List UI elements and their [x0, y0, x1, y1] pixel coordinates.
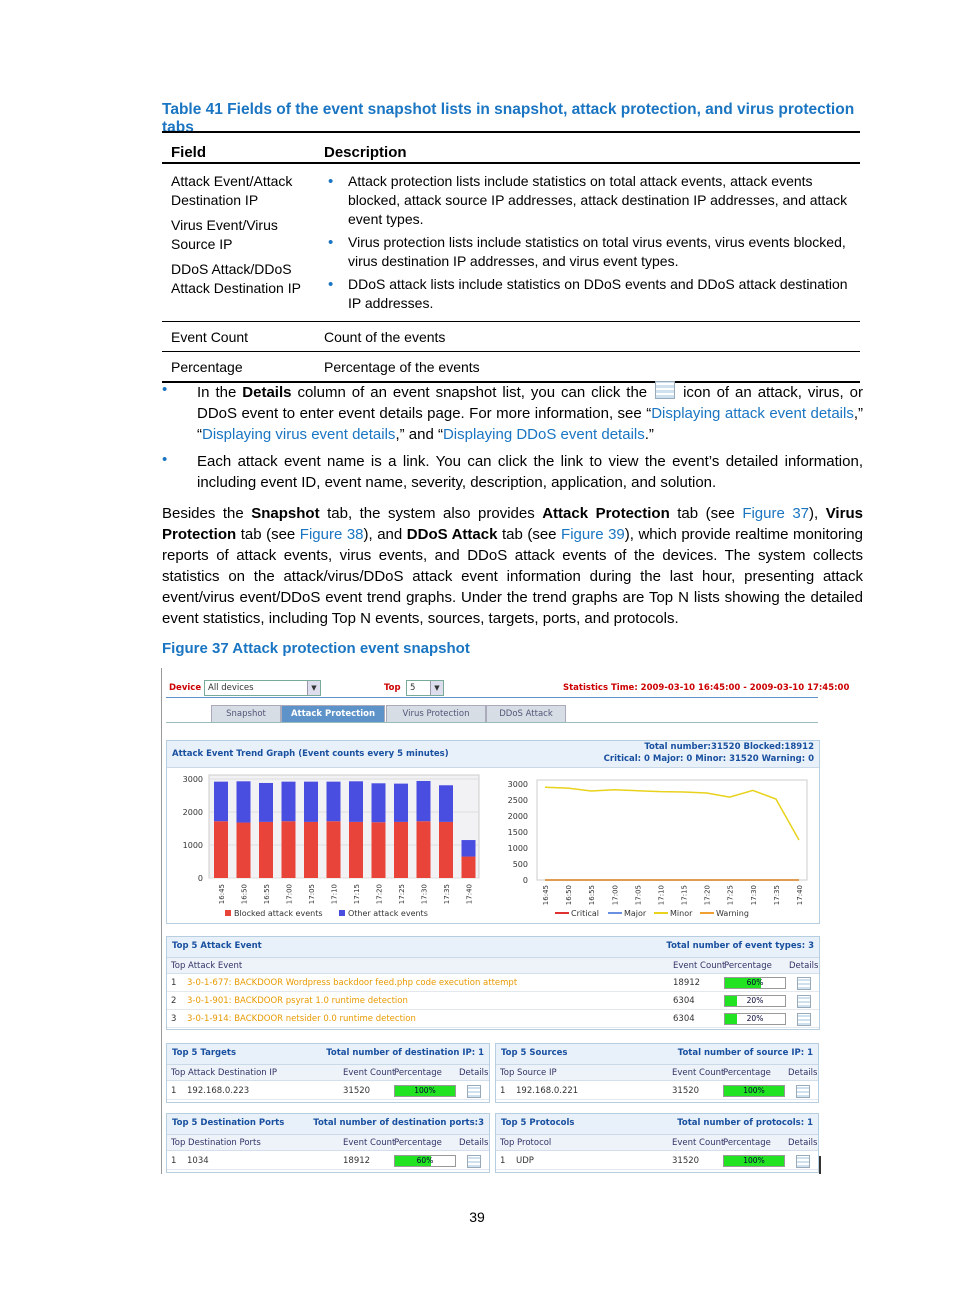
bullet1-details-bold: Details	[242, 384, 292, 401]
percentage-bar	[394, 1155, 456, 1167]
legend-label-major: Major	[624, 909, 647, 918]
details-grid-icon[interactable]	[467, 1085, 481, 1098]
col-details: Details	[788, 1138, 818, 1148]
field-event-count: Event Count	[162, 322, 315, 352]
percentage-text: 20%	[746, 1014, 764, 1023]
frame-left-border	[161, 668, 162, 1174]
bar-other	[372, 783, 386, 822]
bar-other	[349, 781, 363, 822]
col-percentage: Percentage	[394, 1138, 442, 1148]
legend-other: Other attack events	[348, 909, 428, 918]
line-y-tick-label: 1000	[507, 844, 528, 853]
para-ddos-attack-bold: DDoS Attack	[406, 526, 498, 543]
row-name: 1034	[187, 1156, 209, 1166]
bullet-details	[197, 381, 863, 445]
percentage-bar	[394, 1085, 456, 1097]
trend-panel-header	[167, 741, 819, 768]
bullet-event-link: Each attack event name is a link. You can click the link to view the event’s detailed information, including event ID, event name, severity, description, application, and solution.	[197, 453, 863, 491]
panel-subheader	[167, 1065, 489, 1081]
bar-y-tick-label: 2000	[182, 808, 203, 817]
panel-header	[496, 1044, 818, 1065]
bullet-dot-icon: •	[162, 381, 168, 398]
desc-bullet-attack: • Attack protection lists include statistics on total attack events, attack events blocked, attack source IP addresses, attack destination IP addresses, and attack event types.	[324, 172, 851, 229]
bar-x-tick-label: 17:20	[375, 884, 384, 905]
tab-ddos-attack[interactable]: DDoS Attack	[486, 705, 566, 723]
col-details: Details	[788, 1068, 818, 1078]
row-event-count: 31520	[672, 1156, 700, 1166]
panel-header	[167, 1044, 489, 1065]
body-paragraph	[162, 503, 863, 629]
attack-event-link[interactable]: 3-0-1-914: BACKDOOR netsider 0.0 runtime detection	[187, 1014, 416, 1024]
col-name: Top Attack Destination IP	[171, 1068, 277, 1078]
bar-other	[439, 785, 453, 822]
line-y-tick-label: 3000	[507, 780, 528, 789]
statistics-time: Statistics Time: 2009-03-10 16:45:00 - 2009-03-10 17:45:00	[563, 683, 850, 693]
row-event-count: 31520	[343, 1086, 371, 1096]
tab-underline	[166, 722, 818, 723]
device-select[interactable]	[204, 680, 321, 696]
bar-blocked	[462, 857, 476, 878]
table-row	[496, 1082, 818, 1100]
bar-chart	[183, 775, 479, 904]
top-n-select-value: 5	[410, 683, 416, 693]
bullet1-text-c: column of an event snapshot list, you can click the	[291, 384, 648, 401]
cursor-mark	[819, 1156, 821, 1174]
bar-x-tick-label: 16:50	[240, 884, 249, 905]
details-grid-icon[interactable]	[796, 1085, 810, 1098]
bar-x-tick-label: 17:15	[353, 884, 361, 905]
table-row	[167, 1152, 489, 1170]
bar-x-tick-label: 16:45	[218, 884, 226, 905]
col-name: Top Protocol	[500, 1138, 552, 1148]
bar-x-tick-label: 17:00	[285, 884, 294, 905]
col-event-count: Event Count	[672, 1068, 725, 1078]
percentage-bar	[724, 977, 786, 989]
desc-bullet-ddos: • DDoS attack lists include statistics on DDoS events and DDoS attack destination IP addresses.	[324, 275, 851, 313]
link-attack-event-details[interactable]: Displaying attack event details	[651, 405, 854, 422]
field-virus: Virus Event/Virus Source IP	[171, 217, 278, 252]
link-figure-39[interactable]: Figure 39	[561, 526, 625, 543]
col-details: Details	[459, 1138, 489, 1148]
bar-blocked	[349, 822, 363, 878]
percentage-bar	[724, 995, 786, 1007]
col-details: Details	[789, 961, 819, 971]
top-destination-ports-panel	[166, 1113, 490, 1173]
para-text-e: tab (see	[669, 505, 743, 522]
row-event-count: 18912	[673, 978, 701, 988]
line-x-tick-label: 16:50	[565, 885, 574, 906]
para-attack-protection-bold: Attack Protection	[542, 505, 670, 522]
link-ddos-event-details[interactable]: Displaying DDoS event details	[442, 426, 645, 443]
trend-totals-line1: Total number:31520 Blocked:18912	[644, 742, 814, 752]
bar-blocked	[259, 822, 273, 878]
top-event-total: Total number of event types: 3	[666, 941, 814, 951]
bar-x-tick-label: 17:05	[308, 884, 316, 905]
line-y-tick-label: 1500	[507, 828, 528, 837]
top-event-header	[167, 937, 819, 958]
bar-blocked	[394, 822, 408, 878]
line-x-tick-label: 17:10	[657, 885, 666, 906]
desc-bullet-virus: • Virus protection lists include statistics on total virus events, virus events blocked, virus destination IP addresses, and virus event types.	[324, 233, 851, 271]
bar-y-tick-label: 0	[197, 874, 203, 883]
row-rank: 2	[171, 996, 177, 1006]
panel-header	[167, 1114, 489, 1135]
tab-snapshot[interactable]: Snapshot	[211, 705, 281, 723]
table-row	[496, 1152, 818, 1170]
desc-event-count: Count of the events	[315, 322, 860, 352]
chevron-down-icon: ▼	[307, 681, 320, 695]
panel-title: Top 5 Sources	[501, 1048, 568, 1058]
legend-label-minor: Minor	[670, 909, 693, 918]
line-x-tick-label: 17:05	[634, 885, 643, 906]
top-sources-panel	[495, 1043, 819, 1103]
link-figure-38[interactable]: Figure 38	[299, 526, 364, 543]
panel-header	[496, 1114, 818, 1135]
bar-blocked	[372, 822, 386, 878]
row-event-count: 6304	[673, 996, 695, 1006]
description-bullets	[324, 172, 851, 313]
percentage-text: 100%	[743, 1156, 765, 1165]
details-grid-icon[interactable]	[797, 995, 811, 1008]
bar-x-tick-label: 17:35	[443, 884, 451, 905]
line-x-tick-label: 17:15	[680, 885, 689, 906]
table-row	[167, 1010, 819, 1028]
legend-blocked: Blocked attack events	[234, 909, 323, 918]
percentage-bar	[723, 1085, 785, 1097]
line-x-tick-label: 16:55	[588, 885, 597, 906]
trend-title: Attack Event Trend Graph (Event counts every 5 minutes)	[172, 749, 449, 759]
bar-other	[327, 782, 341, 822]
page-number: 39	[469, 1209, 485, 1225]
bullet1-text-f: ,” and “	[395, 426, 443, 443]
line-x-tick-label: 17:25	[726, 885, 735, 906]
line-x-tick-label: 17:00	[611, 885, 620, 906]
table-row	[167, 974, 819, 992]
line-chart	[508, 780, 807, 905]
bar-blocked	[417, 821, 431, 878]
tab-attack-protection[interactable]: Attack Protection	[281, 705, 385, 723]
panel-subheader	[496, 1135, 818, 1151]
legend-label-warning: Warning	[716, 909, 749, 918]
line-x-tick-label: 17:40	[796, 885, 804, 906]
details-grid-icon[interactable]	[797, 1013, 811, 1026]
line-x-tick-label: 16:45	[542, 885, 550, 906]
line-y-tick-label: 0	[522, 876, 528, 885]
para-virus-protection-bold: Virus Protection	[162, 505, 863, 543]
bar-y-tick-label: 3000	[182, 775, 203, 784]
col-event-count: Event Count	[672, 1138, 725, 1148]
line-x-tick-label: 17:35	[772, 885, 781, 906]
device-select-value: All devices	[208, 683, 254, 693]
attack-event-link[interactable]: 3-0-1-677: BACKDOOR Wordpress backdoor feed.php code execution attempt	[187, 978, 518, 988]
row-rank: 3	[171, 1014, 177, 1024]
bar-blocked	[439, 822, 453, 878]
bar-other	[259, 783, 273, 822]
col-name: Top Destination Ports	[171, 1138, 261, 1148]
bar-other	[282, 782, 296, 822]
row-rank: 1	[171, 1156, 177, 1166]
panel-subheader	[167, 1135, 489, 1151]
row-name: 192.168.0.223	[187, 1086, 250, 1096]
top-label: Top	[384, 683, 401, 693]
panel-total: Total number of protocols: 1	[677, 1118, 813, 1128]
col-percentage: Percentage	[723, 1068, 771, 1078]
bar-other	[417, 781, 431, 821]
figure-caption: Figure 37 Attack protection event snapshot	[162, 640, 470, 657]
panel-title: Top 5 Destination Ports	[172, 1118, 285, 1128]
col-name: Top Source IP	[500, 1068, 557, 1078]
attack-event-link[interactable]: 3-0-1-901: BACKDOOR psyrat 1.0 runtime detection	[187, 996, 408, 1006]
line-y-tick-label: 2500	[507, 796, 528, 805]
bullet1-text-e: ,” “	[197, 405, 864, 443]
panel-total: Total number of source IP: 1	[677, 1048, 813, 1058]
para-snapshot-bold: Snapshot	[251, 505, 320, 522]
col-details: Details	[459, 1068, 489, 1078]
top-protocols-panel	[495, 1113, 819, 1173]
trend-panel	[166, 740, 820, 924]
panel-title: Top 5 Targets	[172, 1048, 237, 1058]
link-figure-37[interactable]: Figure 37	[742, 505, 810, 522]
col-event-count: Event Count	[343, 1068, 396, 1078]
row-rank: 1	[500, 1086, 506, 1096]
legend-swatch-blocked	[225, 910, 231, 916]
row-rank: 1	[171, 978, 177, 988]
bar-blocked	[304, 822, 318, 878]
panel-title: Top 5 Protocols	[501, 1118, 575, 1128]
bar-blocked	[282, 821, 296, 878]
para-text-a: Besides the	[162, 505, 252, 522]
details-grid-icon[interactable]	[796, 1155, 810, 1168]
bullet-dot-icon: •	[162, 451, 168, 468]
col-top-attack-event: Top Attack Event	[171, 961, 243, 971]
top-attack-event-panel	[166, 936, 820, 1030]
details-grid-icon[interactable]	[467, 1155, 481, 1168]
bar-other	[214, 782, 228, 822]
legend-swatch-other	[339, 910, 345, 916]
percentage-text: 100%	[414, 1086, 436, 1095]
details-grid-icon[interactable]	[797, 977, 811, 990]
bullet1-text-a: In the	[197, 384, 243, 401]
desc-percentage: Percentage of the events	[315, 352, 860, 383]
panel-total: Total number of destination ports:3	[313, 1118, 484, 1128]
bar-other	[304, 782, 318, 822]
table-row	[167, 1082, 489, 1100]
bullet1-text-g: .”	[644, 426, 654, 443]
row-rank: 1	[500, 1156, 506, 1166]
para-text-j: ), and	[363, 526, 407, 543]
details-grid-icon	[655, 381, 675, 399]
chevron-down-icon: ▼	[430, 681, 443, 695]
top-event-title: Top 5 Attack Event	[172, 941, 262, 951]
row-name: 192.168.0.221	[516, 1086, 579, 1096]
col-percentage: Percentage	[724, 961, 772, 971]
para-text-m: ), which provide realtime monitoring reports of attack events, virus events, and DDoS attack events of the devices. The system collects statistics on the attack/virus/DDoS attack event information during the last hour, presenting attack event/virus event/DDoS event trend graphs. Under the trend graphs are Top N lists showing the detailed event statistics, including Top N events, sources, targets, ports, and protocols.	[162, 526, 863, 627]
table-row	[167, 992, 819, 1010]
col-percentage: Percentage	[723, 1138, 771, 1148]
panel-subheader	[496, 1065, 818, 1081]
attack-protection-screenshot	[161, 668, 850, 1174]
percentage-text: 20%	[746, 996, 764, 1005]
field-attack: Attack Event/Attack Destination IP	[171, 173, 293, 208]
bar-x-tick-label: 17:30	[420, 884, 429, 905]
bar-other	[394, 784, 408, 822]
chart-legends	[225, 909, 749, 918]
bar-x-tick-label: 17:10	[330, 884, 339, 905]
bar-x-tick-label: 17:40	[465, 884, 474, 905]
legend-label-critical: Critical	[571, 909, 599, 918]
percentage-bar	[724, 1013, 786, 1025]
link-virus-event-details[interactable]: Displaying virus event details	[202, 426, 396, 443]
top-event-subheader	[167, 958, 819, 974]
fields-table	[162, 131, 860, 383]
line-x-tick-label: 17:20	[703, 885, 712, 906]
bar-blocked	[327, 821, 341, 878]
bar-x-tick-label: 16:55	[263, 884, 271, 905]
row-rank: 1	[171, 1086, 177, 1096]
col-header-field: Field	[162, 132, 315, 163]
bar-blocked	[237, 823, 251, 878]
row-event-count: 31520	[672, 1086, 700, 1096]
table-caption: Table 41 Fields of the event snapshot lists in snapshot, attack protection, and virus protection tabs	[162, 101, 855, 136]
line-y-tick-label: 500	[512, 860, 528, 869]
col-header-description: Description	[315, 132, 860, 163]
para-text-c: tab, the system also provides	[319, 505, 543, 522]
bar-y-tick-label: 1000	[182, 841, 203, 850]
para-text-g: ),	[809, 505, 826, 522]
bar-x-tick-label: 17:25	[398, 884, 406, 905]
tab-virus-protection[interactable]: Virus Protection	[386, 705, 486, 723]
field-percentage: Percentage	[162, 352, 315, 383]
trend-charts	[167, 768, 819, 922]
para-text-l: tab (see	[497, 526, 562, 543]
para-text-i: tab (see	[236, 526, 300, 543]
header-divider	[166, 697, 818, 698]
line-y-tick-label: 2000	[507, 812, 528, 821]
row-name: UDP	[516, 1156, 534, 1166]
panel-total: Total number of destination IP: 1	[326, 1048, 484, 1058]
col-event-count: Event Count	[673, 961, 726, 971]
col-event-count: Event Count	[343, 1138, 396, 1148]
bar-other	[237, 781, 251, 822]
bullet1-text-d: icon of an attack, virus, or DDoS event to enter event details page. For more information, see “	[197, 384, 863, 422]
bar-blocked	[214, 821, 228, 878]
line-x-tick-label: 17:30	[749, 885, 758, 906]
percentage-text: 60%	[416, 1156, 434, 1165]
percentage-text: 60%	[746, 978, 764, 987]
trend-totals-line2: Critical: 0 Major: 0 Minor: 31520 Warning: 0	[603, 754, 814, 764]
row-event-count: 18912	[343, 1156, 371, 1166]
percentage-text: 100%	[743, 1086, 765, 1095]
device-label: Device	[169, 683, 202, 693]
top-targets-panel	[166, 1043, 490, 1103]
row-event-count: 6304	[673, 1014, 695, 1024]
field-ddos: DDoS Attack/DDoS Attack Destination IP	[171, 261, 301, 296]
bar-other	[462, 840, 476, 857]
top-n-select[interactable]	[406, 680, 444, 696]
col-percentage: Percentage	[394, 1068, 442, 1078]
percentage-bar	[723, 1155, 785, 1167]
